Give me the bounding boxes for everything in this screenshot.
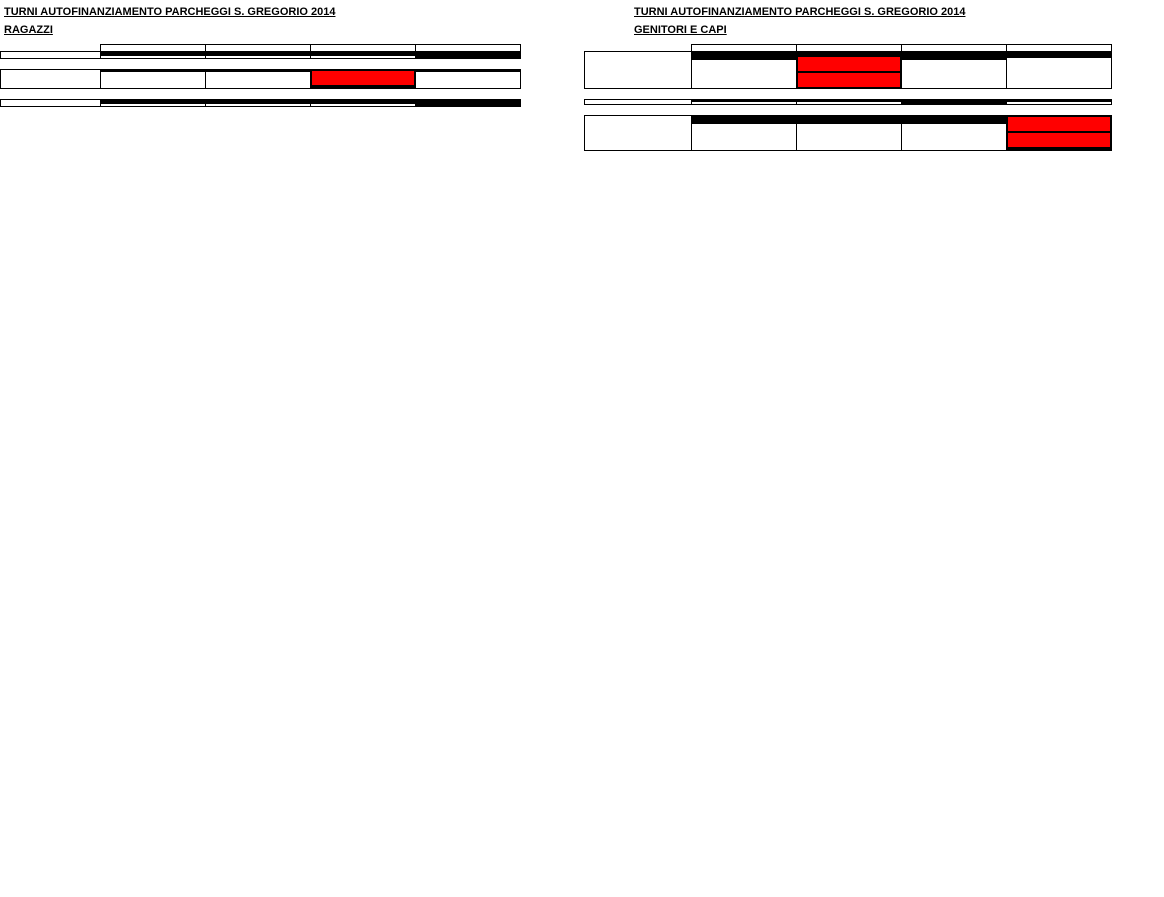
day-gap-row <box>585 89 1162 100</box>
column-header <box>1007 45 1112 52</box>
day-gap-row <box>585 151 1162 162</box>
column-header <box>416 45 521 52</box>
shift-block[interactable] <box>1007 116 1111 132</box>
day-column-cell <box>206 100 311 107</box>
left-schedule-table <box>0 44 571 117</box>
day-column-cell <box>101 52 206 59</box>
shift-blocked <box>798 57 900 71</box>
header-trailing <box>1112 45 1162 52</box>
column-header <box>692 45 797 52</box>
shift-block[interactable] <box>1007 100 1111 102</box>
shift-block[interactable] <box>797 122 901 124</box>
day-column-cell <box>416 100 521 107</box>
day-column-cell <box>692 52 797 89</box>
day-row <box>1 70 571 89</box>
day-column-cell <box>206 52 311 59</box>
day-gap <box>585 89 1162 100</box>
day-label <box>585 116 692 151</box>
shift-block[interactable] <box>311 102 415 104</box>
day-row <box>1 100 571 107</box>
right-title: TURNI AUTOFINANZIAMENTO PARCHEGGI S. GREGORIO 2014 <box>634 6 966 18</box>
day-column-cell <box>311 100 416 107</box>
day-gap <box>585 151 1162 162</box>
row-trailing <box>1112 52 1162 89</box>
column-header <box>101 45 206 52</box>
table-header-row <box>585 45 1162 52</box>
shift-block[interactable] <box>416 70 520 72</box>
day-label <box>585 52 692 89</box>
day-row <box>585 116 1162 151</box>
row-trailing <box>521 70 571 89</box>
shift-block[interactable] <box>206 102 310 104</box>
shift-block[interactable] <box>101 54 205 56</box>
shift-blocked <box>1008 133 1110 147</box>
column-header <box>311 45 416 52</box>
shift-block[interactable] <box>692 100 796 102</box>
row-trailing <box>1112 116 1162 151</box>
row-trailing <box>521 100 571 107</box>
left-subtitle: RAGAZZI <box>4 24 53 36</box>
shift-block[interactable] <box>902 122 1006 124</box>
day-column-cell <box>101 70 206 89</box>
day-column-cell <box>311 52 416 59</box>
day-label <box>1 52 101 59</box>
day-column-cell <box>1007 52 1112 89</box>
day-gap-row <box>1 107 571 118</box>
shift-block[interactable] <box>797 72 901 88</box>
day-gap-row <box>1 59 571 70</box>
shift-block[interactable] <box>206 54 310 56</box>
shift-blocked <box>798 73 900 87</box>
left-title: TURNI AUTOFINANZIAMENTO PARCHEGGI S. GREGORIO 2014 <box>4 6 336 18</box>
day-column-cell <box>797 52 902 89</box>
day-row <box>585 52 1162 89</box>
row-trailing <box>521 52 571 59</box>
table-header-row <box>1 45 571 52</box>
header-corner <box>585 45 692 52</box>
shift-block[interactable] <box>797 100 901 102</box>
day-row <box>1 52 571 59</box>
shift-blocked <box>312 71 414 85</box>
right-schedule-table <box>584 44 1162 161</box>
shift-block[interactable] <box>1007 56 1111 58</box>
shift-blocked <box>1008 117 1110 131</box>
shift-block[interactable] <box>692 122 796 124</box>
panel-genitori-capi <box>584 0 1164 161</box>
day-column-cell <box>797 116 902 151</box>
shift-block[interactable] <box>797 56 901 72</box>
day-gap-row <box>585 105 1162 116</box>
day-column-cell <box>416 52 521 59</box>
column-header <box>206 45 311 52</box>
column-header <box>797 45 902 52</box>
day-column-cell <box>206 70 311 89</box>
day-column-cell <box>311 70 416 89</box>
day-gap <box>1 107 571 118</box>
day-column-cell <box>902 52 1007 89</box>
right-subtitle: GENITORI E CAPI <box>634 24 727 36</box>
shift-block[interactable] <box>311 70 415 86</box>
column-header <box>902 45 1007 52</box>
shift-block[interactable] <box>206 70 310 72</box>
shift-block[interactable] <box>311 54 415 56</box>
panel-ragazzi <box>0 0 580 117</box>
day-column-cell <box>101 100 206 107</box>
day-label <box>1 70 101 89</box>
day-column-cell <box>902 116 1007 151</box>
day-label <box>1 100 101 107</box>
shift-block[interactable] <box>902 58 1006 60</box>
shift-block[interactable] <box>101 102 205 104</box>
shift-block[interactable] <box>1007 132 1111 148</box>
day-gap <box>1 59 571 70</box>
day-column-cell <box>1007 116 1112 151</box>
day-column-cell <box>692 116 797 151</box>
day-column-cell <box>416 70 521 89</box>
header-corner <box>1 45 101 52</box>
shift-block[interactable] <box>692 58 796 60</box>
shift-block[interactable] <box>101 70 205 72</box>
day-gap-row <box>1 89 571 100</box>
header-trailing <box>521 45 571 52</box>
day-gap <box>585 105 1162 116</box>
day-gap <box>1 89 571 100</box>
